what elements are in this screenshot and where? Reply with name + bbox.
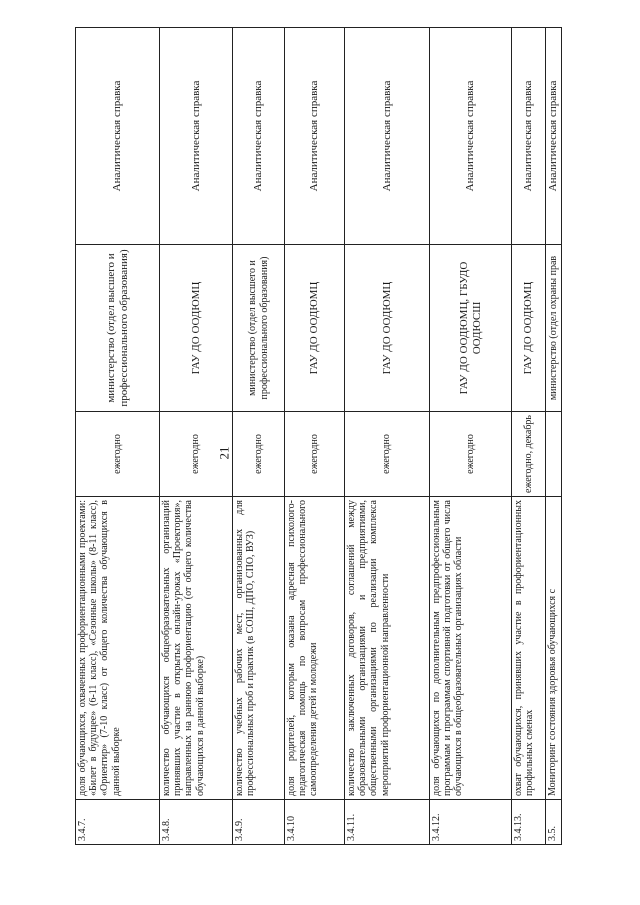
report-cell: Аналитическая справка — [430, 28, 512, 245]
table-row — [546, 28, 562, 845]
period-cell: ежегодно — [430, 412, 512, 497]
indicator-text: Мониторинг состояния здоровья обучающихся с — [546, 497, 562, 800]
report-cell: Аналитическая справка — [345, 28, 430, 245]
report-cell: Аналитическая справка — [512, 28, 546, 245]
table-row — [512, 28, 546, 845]
indicator-text: доля родителей, которым оказана адресная психолого-педагогическая помощь по вопросам профессионального самоопределения детей и молодежи — [285, 497, 345, 800]
executor-cell: министерство (отдел высшего и профессионального образования) — [76, 245, 160, 412]
table-row — [285, 28, 345, 845]
row-number: 3.4.7. — [76, 800, 160, 845]
page-number: 21 — [216, 446, 232, 460]
executor-cell: министерство (отдел охраны прав — [546, 245, 562, 412]
indicator-text: охват обучающихся, принявших участие в профориентационных профильных сменах — [512, 497, 546, 800]
report-cell: Аналитическая справка — [546, 28, 562, 245]
row-number: 3.4.11. — [345, 800, 430, 845]
report-cell: Аналитическая справка — [160, 28, 233, 245]
period-cell: ежегодно — [160, 412, 233, 497]
table-row — [430, 28, 512, 845]
rotated-table-container — [75, 45, 560, 845]
row-number: 3.4.12. — [430, 800, 512, 845]
indicator-text: количество обучающихся общеобразовательных организаций принявших участие в открытых онлайн-уроках «Проектория», направленных на раннюю профориентацию (от общего количества обучающихся в данной выборке) — [160, 497, 233, 800]
row-number: 3.4.8. — [160, 800, 233, 845]
table-row — [160, 28, 233, 845]
row-number: 3.4.9. — [233, 800, 285, 845]
period-cell: ежегодно, декабрь — [512, 412, 546, 497]
indicator-text: доля обучающихся, охваченных профориентационными проектами: «Билет в будущее» (6-11 класс), «Сезонные школы» (8-11 класс), «Ориентир» (7-10 класс) от общего количества обучающихся в данной выборке — [76, 497, 160, 800]
row-number: 3.4.10 — [285, 800, 345, 845]
executor-cell: ГАУ ДО ООДЮМЦ — [285, 245, 345, 412]
report-cell: Аналитическая справка — [285, 28, 345, 245]
indicator-text: количество учебных рабочих мест, организованных для профессиональных проб и практик (в СОШ, ДПО, СПО, ВУЗ) — [233, 497, 285, 800]
indicator-text: количество заключенных договоров, соглашений между образовательными организациями и предприятиями, общественными организациями по реализации комплекса мероприятий профориентационной направленности — [345, 497, 430, 800]
period-cell: ежегодно — [345, 412, 430, 497]
row-number: 3.5. — [546, 800, 562, 845]
executor-cell: ГАУ ДО ООДЮМЦ — [512, 245, 546, 412]
period-cell: ежегодно — [285, 412, 345, 497]
indicator-text: доля обучающихся по дополнительным предпрофессиональным программам и программам спортивной подготовки от общего числа обучающихся в общеобразовательных организациях области — [430, 497, 512, 800]
table-row — [233, 28, 285, 845]
period-cell: ежегодно — [76, 412, 160, 497]
executor-cell: ГАУ ДО ООДЮМЦ, ГБУДО ООДЮСШ — [430, 245, 512, 412]
report-cell: Аналитическая справка — [76, 28, 160, 245]
period-cell: ежегодно — [233, 412, 285, 497]
executor-cell: ГАУ ДО ООДЮМЦ — [160, 245, 233, 412]
table-row — [76, 28, 160, 845]
executor-cell: министерство (отдел высшего и профессионального образования) — [233, 245, 285, 412]
executor-cell: ГАУ ДО ООДЮМЦ — [345, 245, 430, 412]
row-number: 3.4.13. — [512, 800, 546, 845]
report-cell: Аналитическая справка — [233, 28, 285, 245]
table-row — [345, 28, 430, 845]
period-cell — [546, 412, 562, 497]
monitoring-table — [75, 27, 562, 845]
